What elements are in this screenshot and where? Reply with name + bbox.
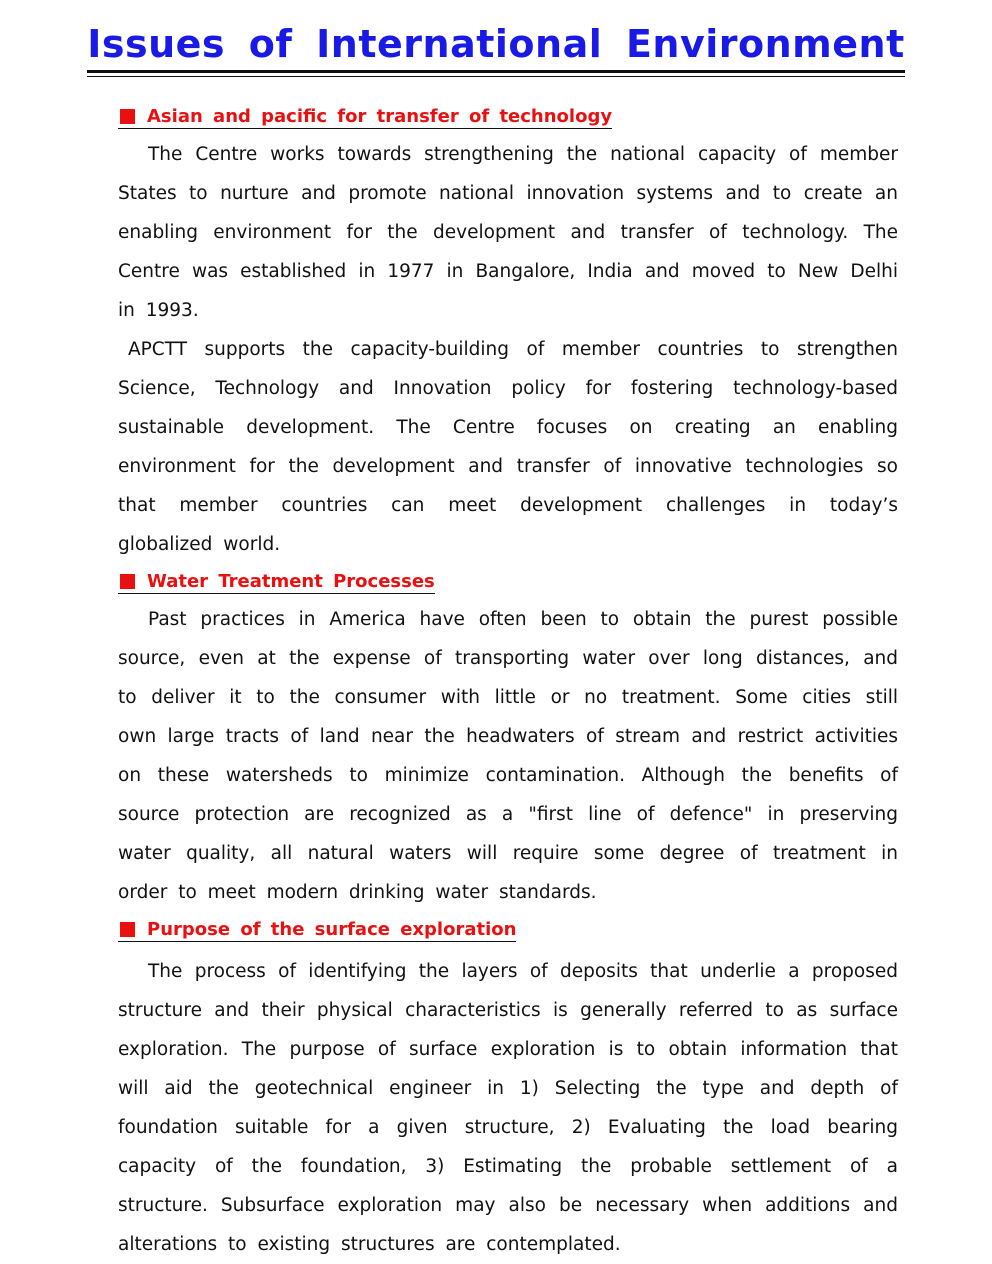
paragraph-centre-works: The Centre works towards strengthening the national capacity of member States to nurture and promote national innovation systems and to create an enabling environment for the development and transfer of technology. The Centre was established in 1977 in Bangalore, India and moved to New Delhi in 1993.	[118, 144, 898, 321]
paragraph-past-practices: Past practices in America have often been to obtain the purest possible source, even at the expense of transporting water over long distances, and to deliver it to the consumer with little or no treatment. Some cities still own large tracts of land near the headwaters of stream and restrict activities on these watersheds to minimize contamination. Although the benefits of source protection are recognized as a "first line of defence" in preserving water quality, all natural waters will require some degree of treatment in order to meet modern drinking water standards.	[118, 609, 898, 903]
page-title: Issues of International Environment	[87, 20, 905, 73]
red-square-bullet-icon	[120, 574, 135, 589]
section-heading-underline	[118, 571, 435, 594]
document-body	[118, 99, 898, 1264]
red-square-bullet-icon	[120, 109, 135, 124]
section-heading-water-treatment	[118, 564, 898, 600]
title-area	[0, 20, 992, 73]
paragraph-process-identifying: The process of identifying the layers of deposits that underlie a proposed structure and their physical characteristics is generally referred to as surface exploration. The purpose of surface exploration is to obtain information that will aid the geotechnical engineer in 1) Selecting the type and depth of foundation suitable for a given structure, 2) Evaluating the load bearing capacity of the foundation, 3) Estimating the probable settlement of a structure. Subsurface exploration may also be necessary when additions and alterations to existing structures are contemplated.	[118, 961, 898, 1255]
red-square-bullet-icon	[120, 922, 135, 937]
paragraph-apctt-supports: APCTT supports the capacity-building of member countries to strengthen Science, Technology and Innovation policy for fostering technology-based sustainable development. The Centre focuses on creating an enabling environment for the development and transfer of innovative technologies so that member countries can meet development challenges in today’s globalized world.	[118, 339, 898, 555]
section-heading-asian-pacific	[118, 99, 898, 135]
section-heading-surface-exploration	[118, 912, 898, 948]
section-heading-text: Purpose of the surface exploration	[147, 918, 517, 940]
section-heading-text: Asian and pacific for transfer of technology	[147, 105, 613, 127]
section-heading-underline	[118, 106, 612, 129]
section-heading-underline	[118, 919, 516, 942]
section-heading-text: Water Treatment Processes	[147, 570, 435, 592]
